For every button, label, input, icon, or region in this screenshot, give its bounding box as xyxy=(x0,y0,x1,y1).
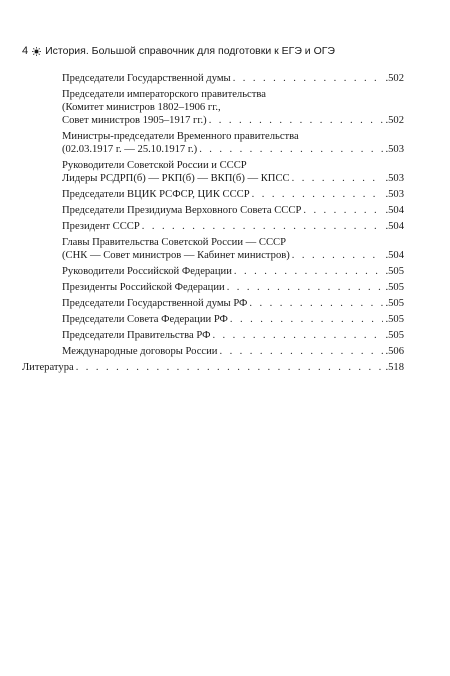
toc-entry[interactable] xyxy=(22,361,404,374)
toc-page-number: .504 xyxy=(385,205,404,216)
toc-page-number: .505 xyxy=(385,330,404,341)
toc-entry-text: Совет министров 1905–1917 гг.) xyxy=(62,115,207,126)
dot-leader xyxy=(212,329,383,342)
dot-leader xyxy=(233,72,384,85)
dot-leader xyxy=(219,345,383,358)
toc-page-number: .505 xyxy=(385,282,404,293)
dot-leader xyxy=(199,143,383,156)
toc-entry-text: Председатели Совета Федерации РФ xyxy=(62,314,228,325)
dot-leader xyxy=(142,220,384,233)
toc-entry-text: (СНК — Совет министров — Кабинет министров) xyxy=(62,250,290,261)
toc-page-number: .505 xyxy=(385,298,404,309)
toc-entry-text: Президент СССР xyxy=(62,221,140,232)
toc-entry-text: Главы Правительства Советской России — СССР xyxy=(62,237,286,248)
dot-leader xyxy=(292,172,384,185)
toc-entry-line xyxy=(62,188,404,201)
toc-entry-text: Министры-председатели Временного правительства xyxy=(62,131,299,142)
dot-leader xyxy=(76,361,384,374)
dot-leader xyxy=(209,114,384,127)
toc-entry[interactable] xyxy=(22,329,404,342)
toc-page-number: .503 xyxy=(385,144,404,155)
toc-page-number: .503 xyxy=(385,173,404,184)
toc-entry-text: Председатели Президиума Верховного Совета СССР xyxy=(62,205,302,216)
dot-leader xyxy=(303,204,383,217)
toc-entry[interactable] xyxy=(22,188,404,201)
toc-entry[interactable] xyxy=(22,313,404,326)
toc-entry-line xyxy=(62,313,404,326)
running-header xyxy=(22,44,335,58)
toc-page-number: .505 xyxy=(385,266,404,277)
toc-entry-text: Литература xyxy=(22,362,74,373)
toc-entry[interactable] xyxy=(22,204,404,217)
toc-entry[interactable] xyxy=(22,265,404,278)
toc-entry-line xyxy=(62,220,404,233)
dot-leader xyxy=(252,188,384,201)
toc-entry-line xyxy=(62,345,404,358)
toc-entry-line xyxy=(62,72,404,85)
toc-entry-text: Председатели Государственной думы РФ xyxy=(62,298,248,309)
toc-entry-line xyxy=(62,249,404,262)
dot-leader xyxy=(227,281,384,294)
toc-entry-line xyxy=(62,204,404,217)
toc-entry-line xyxy=(62,297,404,310)
toc-entry-text: Руководители Советской России и СССР xyxy=(62,160,247,171)
toc-entry-text: Председатели Государственной думы xyxy=(62,73,231,84)
toc-entry-line xyxy=(62,281,404,294)
toc-entry-line xyxy=(62,329,404,342)
toc-page-number: .505 xyxy=(385,314,404,325)
toc-entry-line xyxy=(62,114,404,127)
toc-entry-text: Президенты Российской Федерации xyxy=(62,282,225,293)
toc-entry[interactable] xyxy=(22,159,404,185)
toc-entry[interactable] xyxy=(22,130,404,156)
dot-leader xyxy=(234,265,384,278)
toc-page-number: .504 xyxy=(385,221,404,232)
toc-entry-line xyxy=(62,172,404,185)
toc-entry-text: Председатели императорского правительства xyxy=(62,89,266,100)
toc-page-number: .506 xyxy=(385,346,404,357)
toc-entry[interactable] xyxy=(22,88,404,127)
toc-page-number: .502 xyxy=(385,73,404,84)
toc-entry[interactable] xyxy=(22,345,404,358)
toc-entry-line xyxy=(62,265,404,278)
toc-entry-text: Лидеры РСДРП(б) — РКП(б) — ВКП(б) — КПСС xyxy=(62,173,290,184)
toc-entry-text: Председатели Правительства РФ xyxy=(62,330,211,341)
dot-leader xyxy=(292,249,384,262)
toc-entry[interactable] xyxy=(22,236,404,262)
sun-ornament-icon xyxy=(32,47,41,56)
toc-entry[interactable] xyxy=(22,220,404,233)
toc-page-number: .503 xyxy=(385,189,404,200)
page-number: 4 xyxy=(22,45,29,57)
toc-entry-line xyxy=(22,361,404,374)
toc-entry-text: Председатели ВЦИК РСФСР, ЦИК СССР xyxy=(62,189,250,200)
toc-page-number: .502 xyxy=(385,115,404,126)
toc-entry-line xyxy=(62,143,404,156)
toc-entry-text: Международные договоры России xyxy=(62,346,218,357)
toc-entry[interactable] xyxy=(22,72,404,85)
running-title: История. Большой справочник для подготовки к ЕГЭ и ОГЭ xyxy=(45,45,335,57)
toc-page-number: .518 xyxy=(385,362,404,373)
dot-leader xyxy=(249,297,383,310)
table-of-contents xyxy=(22,72,404,377)
toc-page-number: .504 xyxy=(385,250,404,261)
toc-entry[interactable] xyxy=(22,281,404,294)
dot-leader xyxy=(230,313,384,326)
toc-entry[interactable] xyxy=(22,297,404,310)
toc-entry-text: (Комитет министров 1802–1906 гг., xyxy=(62,102,221,113)
toc-entry-text: Руководители Российской Федерации xyxy=(62,266,232,277)
toc-entry-text: (02.03.1917 г. — 25.10.1917 г.) xyxy=(62,144,198,155)
